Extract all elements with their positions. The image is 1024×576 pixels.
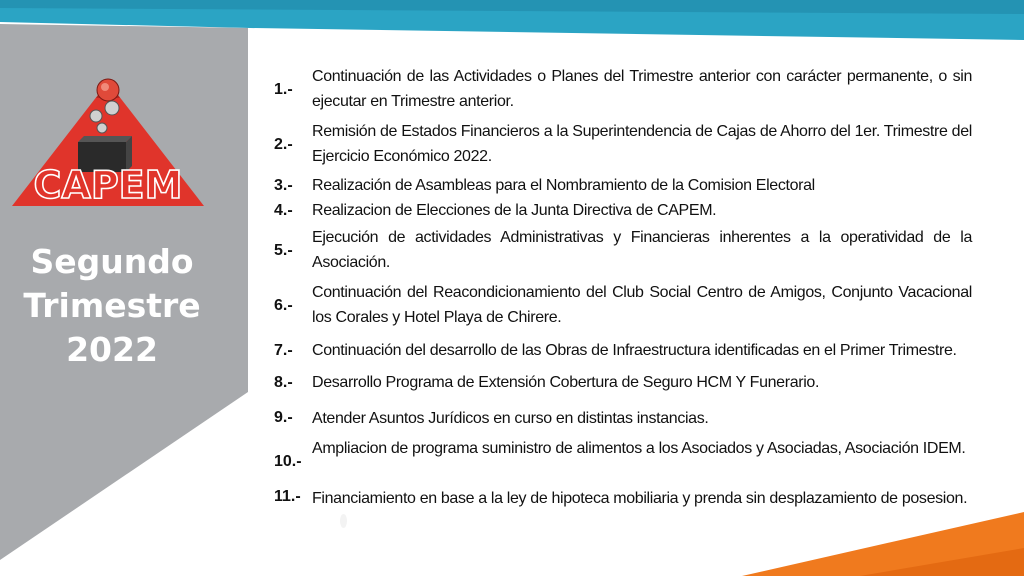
- item-number: 11.-: [274, 488, 301, 505]
- item-text: Atender Asuntos Jurídicos en curso en distintas instancias.: [312, 410, 709, 427]
- item-text: Ampliacion de programa suministro de alimentos a los Asociados y Asociadas, Asociación IDEM.: [312, 440, 966, 457]
- item-number: 9.-: [274, 409, 293, 426]
- item-number: 7.-: [274, 342, 293, 359]
- side-title-line2: Trimestre: [23, 286, 201, 325]
- item-number: 4.-: [274, 202, 293, 219]
- item-text: Continuación del Reacondicionamiento del Club Social Centro de Amigos, Conjunto Vacacional los Corales y Hotel Playa de Chirere.: [312, 284, 972, 326]
- item-text: Remisión de Estados Financieros a la Superintendencia de Cajas de Ahorro del 1er. Trimestre del Ejercicio Económico 2022.: [312, 123, 972, 165]
- item-text: Continuación de las Actividades o Planes del Trimestre anterior con carácter permanente, o sin ejecutar en Trimestre anterior.: [312, 68, 972, 110]
- item-number: 5.-: [274, 242, 293, 259]
- item-text: Financiamiento en base a la ley de hipoteca mobiliaria y prenda sin desplazamiento de posesion.: [312, 490, 968, 507]
- item-text: Realizacion de Elecciones de la Junta Directiva de CAPEM.: [312, 202, 717, 219]
- side-title-line3: 2022: [66, 330, 158, 369]
- side-title-line1: Segundo: [30, 242, 194, 281]
- item-number: 2.-: [274, 136, 293, 153]
- item-number: 3.-: [274, 177, 293, 194]
- item-number: 8.-: [274, 374, 293, 391]
- item-text: Desarrollo Programa de Extensión Cobertura de Seguro HCM Y Funerario.: [312, 374, 820, 391]
- logo-text: CAPEM: [33, 163, 183, 207]
- item-text: Realización de Asambleas para el Nombramiento de la Comision Electoral: [312, 177, 815, 194]
- item-number: 1.-: [274, 81, 293, 98]
- item-text: Ejecución de actividades Administrativas y Financieras inherentes a la operatividad de la Asociación.: [312, 229, 972, 271]
- item-number: 10.-: [274, 453, 302, 470]
- item-text: Continuación del desarrollo de las Obras de Infraestructura identificadas en el Primer Trimestre.: [312, 342, 957, 359]
- item-number: 6.-: [274, 297, 293, 314]
- decorative-dot: [340, 514, 347, 528]
